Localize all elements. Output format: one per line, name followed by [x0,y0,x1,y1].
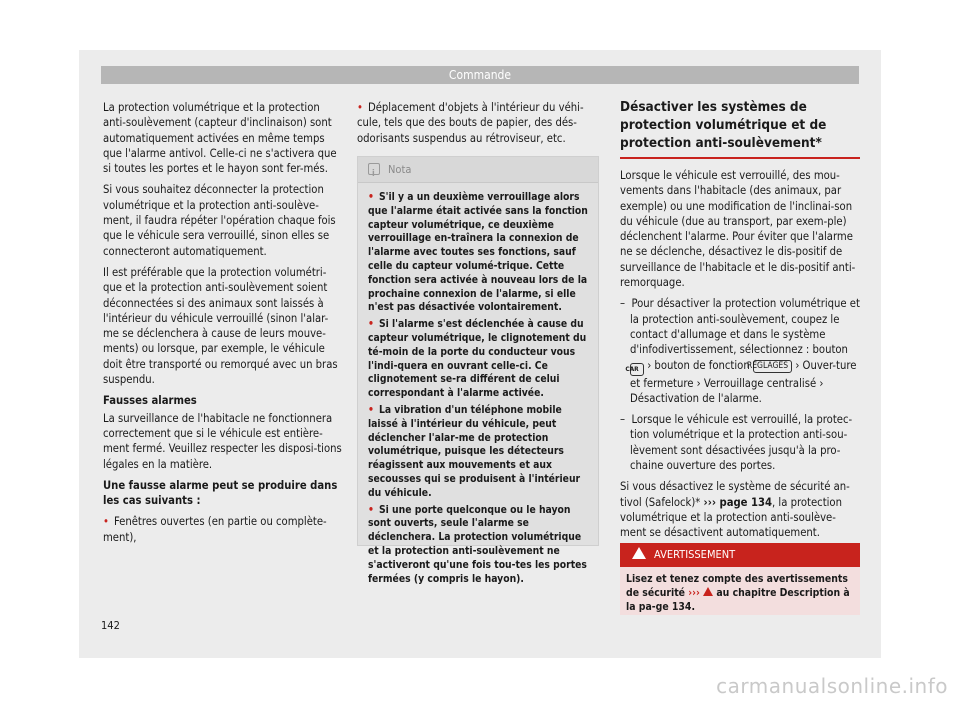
nota-header [358,157,598,183]
dash-text: Lorsque le véhicule est verrouillé, la protec-tion volumétrique et la protection anti-sou-lèvement sont désactivées jusqu'à la pro-chaine ouverture des portes. [630,413,853,473]
info-icon [368,163,380,175]
warning-body [620,567,860,618]
paragraph-text: , la protection volumétrique et la protection anti-soulève-ment se désactivent automatiquement. [620,495,842,540]
nota-title: Nota [388,163,412,176]
section-header: Commande [101,66,859,84]
bullet-icon [357,101,368,114]
dash-text: › Ouver-ture et fermeture › Verrouillage centralisé › Désactivation de l'alarme. [630,358,857,405]
nota-item [368,318,589,401]
column-left [103,100,343,551]
bullet-icon [368,191,379,203]
bullet-text: Déplacement d'objets à l'intérieur du véhi-cule, tels que des bouts de papier, des dés-odorisants suspendus au rétroviseur, etc. [357,101,584,145]
section-title: Désactiver les systèmes de protection volumétrique et de protection anti-soulèvement* [620,98,860,159]
dash-item: – Pour désactiver la protection volumétrique et la protection anti-soulèvement, coupez le contact d'allumage et dans le système d'infodivertissement, sélectionnez : bouton CAR › bouton de fonction RÉGLAGES › Ouver-ture et fermeture › Verrouillage centralisé › Désactivation de l'alarme. [620,297,860,405]
bullet-icon [368,318,379,330]
paragraph: Si vous souhaitez déconnecter la protection volumétrique et la protection anti-soulève-ment, il faudra répéter l'opération chaque fois que le véhicule sera verrouillé, sinon elles se connecteront automatiquement. [103,183,336,258]
page-number: 142 [101,619,120,632]
paragraph: Il est préférable que la protection volumétri-que et la protection anti-soulèvement soient déconnectées si des animaux sont laissés à l'intérieur du véhicule verrouillé (sinon l'alar-me se déclenchera à cause de leurs mouve-ments) ou lorsque, par exemple, le véhicule doit être transporté ou remorqué avec un bras suspendu. [103,265,338,387]
bullet-item [357,100,597,146]
nota-item [368,504,589,587]
bullet-item [103,514,343,545]
bold-intro: Une fausse alarme peut se produire dans les cas suivants : [103,478,338,508]
dash-text: Pour désactiver la protection volumétrique et la protection anti-soulèvement, coupez le contact d'allumage et dans le système d'infodivertissement, sélectionnez : bouton [630,297,860,357]
subheading-false-alarms: Fausses alarmes [103,394,197,408]
paragraph: La surveillance de l'habitacle ne fonctionnera correctement que si le véhicule est entière-ment fermé. Veuillez respecter les disposi-tions légales en la matière. [103,411,342,471]
page-link[interactable]: ››› page 134 [703,495,773,509]
bullet-text: Fenêtres ouvertes (en partie ou complète-ment), [103,515,327,544]
paragraph: La protection volumétrique et la protection anti-soulèvement (capteur d'inclinaison) sont automatiquement activées en même temps que l'alarme antivol. Celle-ci ne s'activera que si toutes les portes et le hayon sont fer-més. [103,101,337,176]
settings-key-icon: RÉGLAGES [753,360,792,373]
nota-item [368,404,589,501]
column-middle [357,100,597,152]
warning-box [620,543,860,615]
nota-box [357,156,599,585]
dash-item: – Lorsque le véhicule est verrouillé, la protec-tion volumétrique et la protection anti-sou-lèvement sont désactivées jusqu'à la pro-chaine ouverture des portes. [620,413,853,473]
warning-header [620,543,860,567]
nota-item-text: La vibration d'un téléphone mobile laissé à l'intérieur du véhicule, peut déclencher l'alar-me de protection volumétrique, puisque les détecteurs réagissent aux mouvements et aux secousses qui se produisent à l'intérieur du véhicule. [368,403,581,499]
nota-item-text: Si l'alarme s'est déclenchée à cause du capteur volumétrique, le clignotement du té-moin de la porte du conducteur vous l'indi-quera en ouvrant celle-ci. Ce clignotement se-ra différent de celui correspondant à l'alarme activée. [368,318,587,400]
warning-text: au chapitre Description à la pa-ge 134. [626,587,850,613]
watermark: carmanualsonline.info [716,674,948,698]
arrows-link[interactable]: ››› [688,587,700,599]
nota-body [358,183,598,595]
warning-triangle-icon [632,547,646,559]
warning-title: AVERTISSEMENT [654,548,736,561]
paragraph [620,479,860,540]
nota-item [368,191,589,315]
bullet-icon [368,404,379,416]
bullet-icon [368,504,379,516]
paragraph: Lorsque le véhicule est verrouillé, des mou-vements dans l'habitacle (des animaux, par exemple) ou une modification de l'inclinai-son du véhicule (due au transport, par exem-ple) déclenchent l'alarme. Pour éviter que l'alarme ne se déclenche, désactivez le dis-positif de surveillance de l'habitacle et le dis-positif anti-remorquage. [620,169,856,290]
nota-item-text: S'il y a un deuxième verrouillage alors que l'alarme était activée sans la fonction capteur volumétrique, ce deuxième verrouillage en-traînera la connexion de l'alarme avec toutes ses fonctions, sauf celle du capteur volumé-trique. Cette fonction sera activée à nouveau lors de la prochaine connexion de l'alarme, si elle n'est pas désactivée volontairement. [368,191,588,314]
car-button-icon: CAR [630,363,644,376]
nota-item-text: Si une porte quelconque ou le hayon sont ouverts, seule l'alarme se déclenchera. La protection volumétrique et la protection anti-soulèvement ne s'activeront qu'une fois tou-tes les portes fermées (y compris le hayon). [368,503,587,585]
column-right [620,168,860,547]
warning-small-icon [703,587,713,596]
bullet-icon [103,515,114,528]
paragraph-text: Si vous désactivez le système de sécurité an-tivol (Safelock)* [620,480,850,509]
warning-text: Lisez et tenez compte des avertissements de sécurité [626,573,848,599]
dash-text: › bouton de fonction [647,358,750,372]
